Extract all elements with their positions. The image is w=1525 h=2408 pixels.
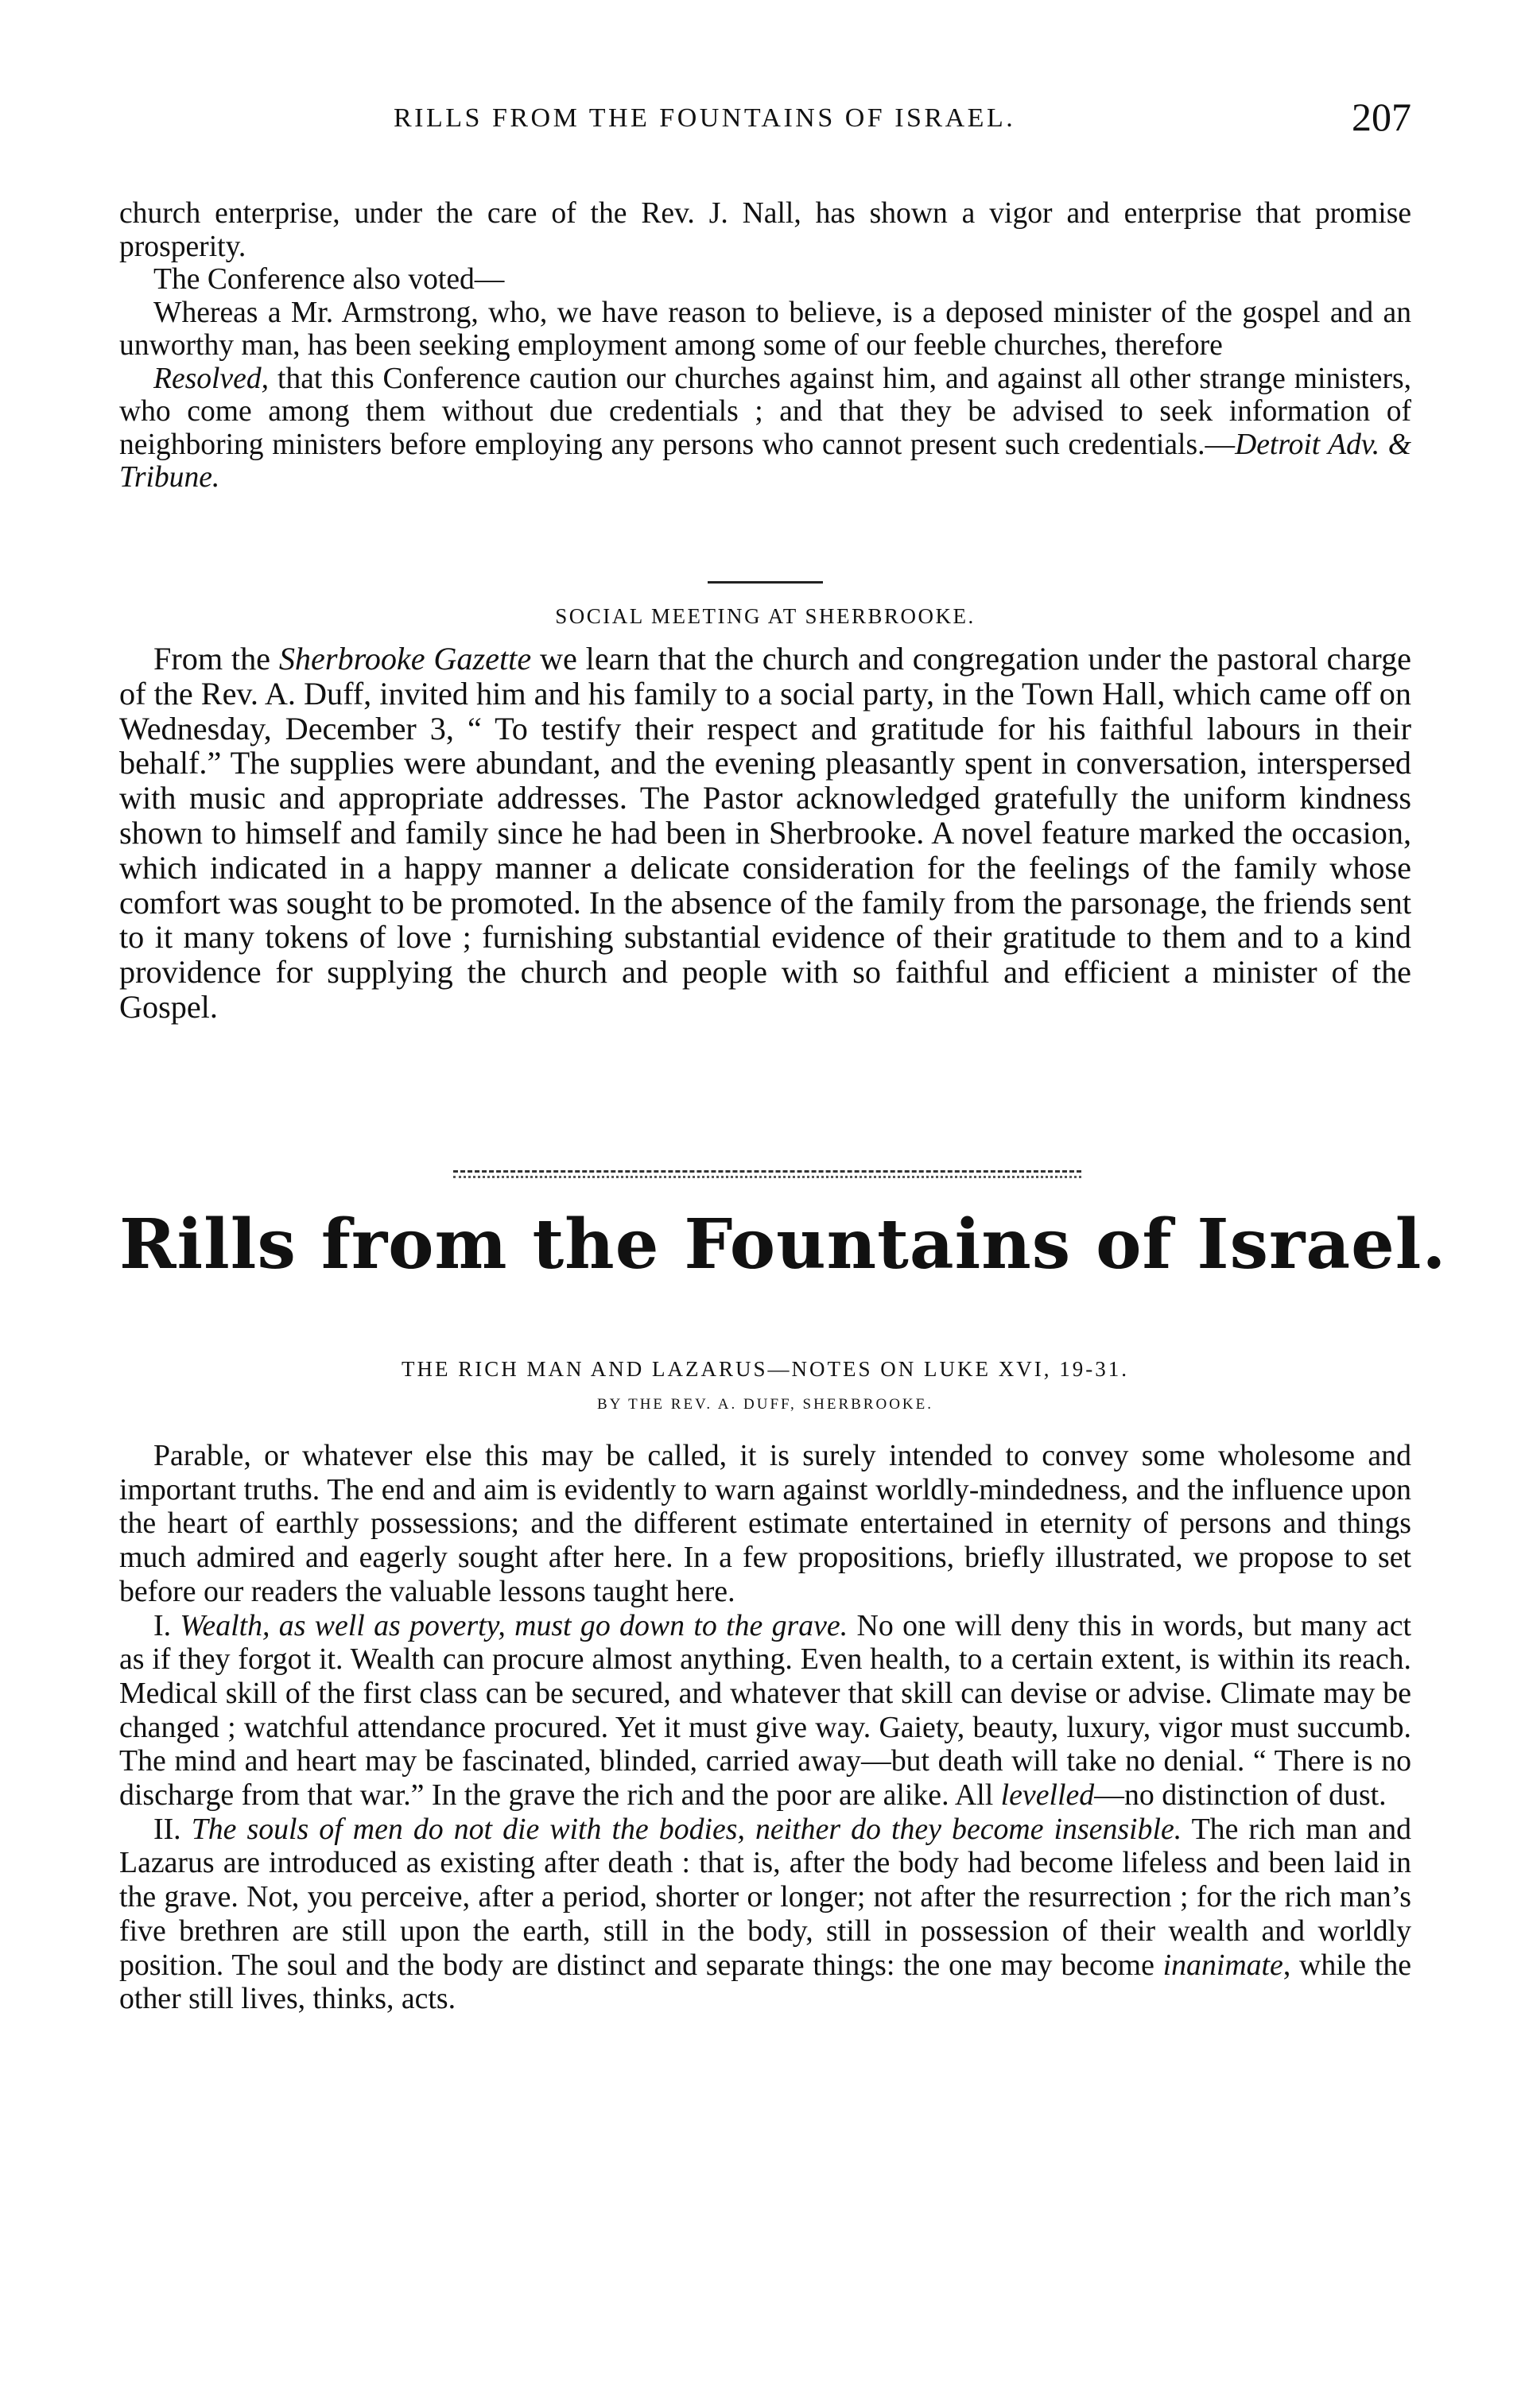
article-byline: BY THE REV. A. DUFF, SHERBROOKE. (597, 1396, 933, 1413)
point-2-number: II. (153, 1812, 192, 1846)
social-meeting-paragraph (119, 642, 1411, 1025)
document-page (119, 0, 1447, 2408)
source-citation: Detroit Adv. & Tribune. (119, 428, 1411, 494)
section-divider (708, 581, 823, 584)
point-2-heading: The souls of men do not die with the bodies, neither do they become insensible. (191, 1812, 1182, 1846)
levelled-word: levelled (1000, 1778, 1095, 1813)
page-number: 207 (1352, 95, 1411, 139)
social-meeting-article (119, 642, 1411, 1025)
running-header (119, 97, 1411, 153)
running-title: RILLS FROM THE FOUNTAINS OF ISRAEL. (394, 103, 1016, 133)
article-paragraph-point-1 (119, 1609, 1411, 1813)
point-1-text-b: —no distinction of dust. (1094, 1778, 1387, 1813)
conference-paragraph-2: The Conference also voted— (153, 263, 505, 296)
newspaper-name: Sherbrooke Gazette (278, 641, 532, 677)
conference-paragraph-1: church enterprise, under the care of the Rev. J. Nall, has shown a vigor and enterprise that promise prosperity. (119, 197, 1411, 263)
point-1-number: I. (153, 1608, 180, 1642)
conference-notice (119, 197, 1411, 494)
social-text-b: we learn that the church and congregation under the pastoral charge of the Rev. A. Duff, invited him and his family to a social party, in the Town Hall, which came off on Wednesday, December 3, “ To testify their respect and gratitude for his faithful labours in their behalf.” The supplies were abundant, and the evening pleasantly spent in conversation, interspersed with music and appropriate addresses. The Pastor acknowledged gratefully the uniform kindness shown to himself and family since he had been in Sherbrooke. A novel feature marked the occasion, which indicated in a happy manner a delicate consideration for the feelings of the family whose comfort was sought to be promoted. In the absence of the family from the parsonage, the friends sent to it many tokens of love ; furnishing substantial evidence of their gratitude to them and to a kind providence for supplying the church and people with so faithful and efficient a minister of the Gospel. (119, 641, 1411, 1025)
inanimate-word: inanimate (1162, 1948, 1283, 1982)
point-1-heading: Wealth, as well as poverty, must go down to the grave. (180, 1608, 848, 1642)
point-1-text-a: No one will deny this in words, but many act as if they forgot it. Wealth can procure almost anything. Even health, to a certain extent, is within its reach. Medical skill of the first class can be secured, and whatever that skill can devise or advise. Climate may be changed ; watchful attendance procured. Yet it must give way. Gaiety, beauty, luxury, vigor must succumb. The mind and heart may be fascinated, blinded, carried away—but death will take no denial. “ There is no discharge from that war.” In the grave the rich and the poor are alike. All (119, 1608, 1412, 1813)
point-2-text-b: , while the other still lives, thinks, acts. (119, 1948, 1411, 2016)
section-heading: SOCIAL MEETING AT SHERBROOKE. (555, 604, 976, 628)
conference-paragraph-resolved (119, 363, 1411, 494)
point-2-text-a: The rich man and Lazarus are introduced as existing after death : that is, after the body had become lifeless and been laid in the grave. Not, you perceive, after a period, shorter or longer; not after the resurrection ; for the rich man’s five brethren are still upon the earth, still in the body, still in possession of their wealth and worldly position. The soul and the body are distinct and separate things: the one may become (119, 1812, 1412, 1982)
conference-paragraph-whereas: Whereas a Mr. Armstrong, who, we have reason to believe, is a deposed minister of the gospel and an unworthy man, has been seeking employment among some of our feeble churches, therefore (119, 296, 1411, 362)
rich-man-article (119, 1439, 1411, 2016)
article-paragraph-intro: Parable, or whatever else this may be called, it is surely intended to convey some wholesome and important truths. The end and aim is evidently to warn against worldly-mindedness, and the influence upon the heart of earthly possessions; and the different estimate entertained in eternity of persons and things much admired and eagerly sought after here. In a few propositions, briefly illustrated, we propose to set before our readers the valuable lessons taught here. (119, 1439, 1411, 1608)
resolved-lead: Resolved, (153, 362, 270, 395)
resolved-body: that this Conference caution our churches against him, and against all other strange ministers, who come among them without due credentials ; and that they be advised to seek information of neighboring ministers before employing any persons who cannot present such credentials.— (119, 362, 1411, 461)
social-text-a: From the (153, 641, 279, 677)
article-title: THE RICH MAN AND LAZARUS—NOTES ON LUKE XVI, 19-31. (402, 1357, 1129, 1381)
article-paragraph-point-2 (119, 1813, 1411, 2016)
section-title: Rills from the Fountains of Israel. (119, 1204, 1447, 1285)
ornamental-rule (453, 1169, 1081, 1180)
